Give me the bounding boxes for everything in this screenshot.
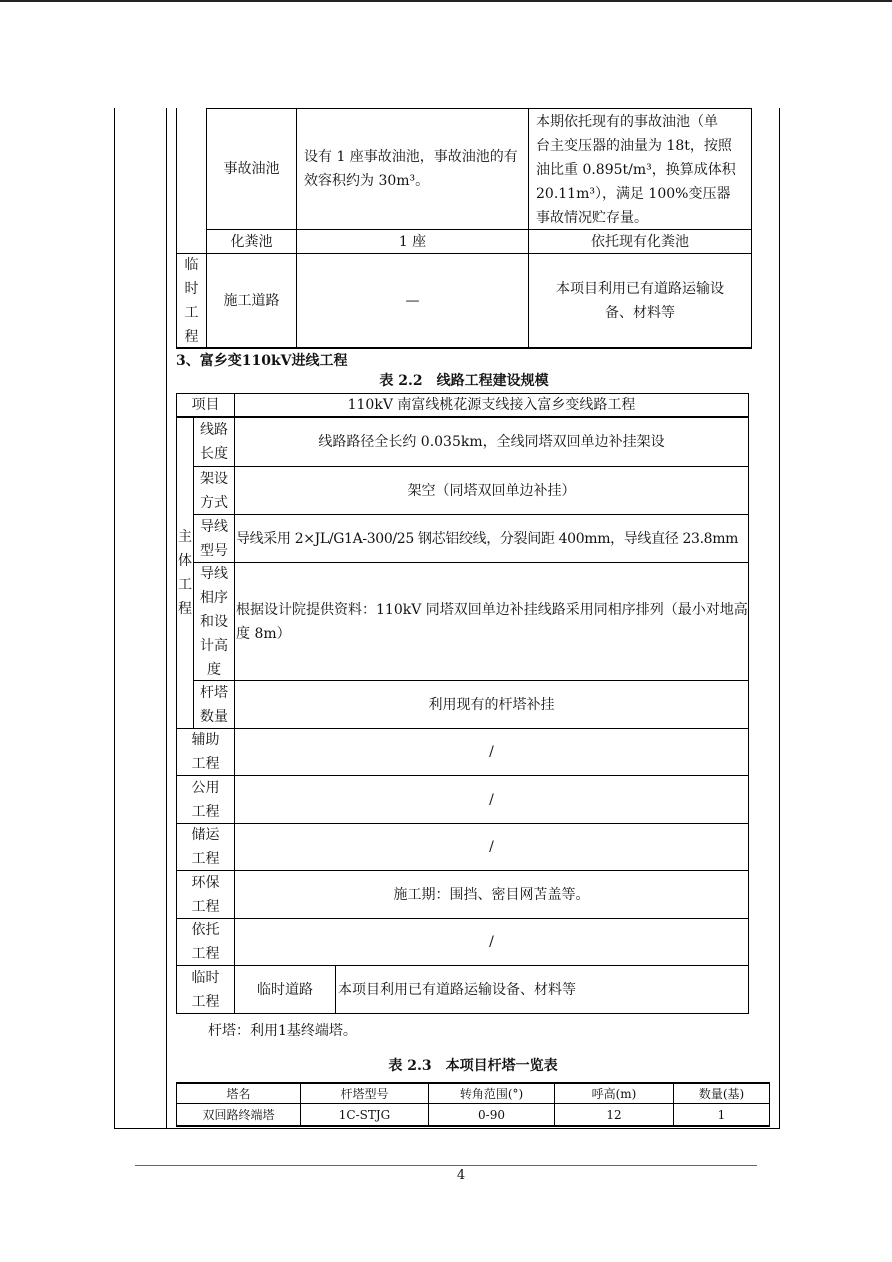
septic-tank-scale: 1 座 — [398, 233, 427, 250]
section-heading: 3、富乡变110kV进线工程 — [176, 353, 348, 369]
table-2-3-cell-angle-range: 0-90 — [478, 1107, 505, 1122]
dependent-works-label: 依托 工程 — [191, 922, 220, 962]
line-length-value: 线路路径全长约 0.035km，全线同塔双回单边补挂架设 — [318, 434, 665, 450]
public-works-value: / — [489, 791, 494, 808]
public-works-label: 公用 工程 — [191, 779, 220, 820]
septic-tank-note: 依托现有化粪池 — [591, 233, 689, 250]
phase-sequence-label: 导线 相序 和设 计高 度 — [200, 565, 228, 678]
line-length-label: 线路 长度 — [200, 422, 228, 462]
environmental-works-value: 施工期：围挡、密目网苫盖等。 — [393, 886, 590, 903]
environmental-works-label: 环保 工程 — [191, 874, 220, 915]
tower-note: 杆塔：利用1基终端塔。 — [208, 1023, 357, 1039]
main-works-label: 主 体 工 程 — [178, 529, 192, 617]
tower-quantity-label: 杆塔 数量 — [200, 684, 228, 725]
temporary-road-label: 临时道路 — [257, 981, 313, 998]
accident-pool-scale: 设有 1 座事故油池，事故油池的有效容积约为 30m³。 — [304, 149, 518, 189]
table-2-3-header-nominal-height: 呼高(m) — [591, 1086, 637, 1101]
construction-road-name: 施工道路 — [223, 292, 280, 309]
storage-works-value: / — [489, 839, 494, 855]
erection-method-value: 架空（同塔双回单边补挂） — [407, 482, 576, 499]
septic-tank-name: 化粪池 — [230, 233, 273, 250]
table-2-3-cell-nominal-height: 12 — [606, 1107, 622, 1122]
dependent-works-value: / — [489, 934, 494, 950]
table-2-3-cell-tower-type: 1C-STJG — [338, 1107, 391, 1122]
phase-sequence-value: 根据设计院提供资料：110kV 同塔双回单边补挂线路采用同相序排列（最小对地高度 8m） — [236, 601, 748, 642]
auxiliary-works-value: / — [489, 744, 494, 760]
table-2-3-caption: 表 2.3 本项目杆塔一览表 — [388, 1058, 558, 1074]
auxiliary-works-label: 辅助 工程 — [191, 732, 220, 772]
page-number: 4 — [456, 1168, 466, 1183]
table-2-2-header-label: 项目 — [191, 397, 220, 413]
table-2-3-cell-tower-name: 双回路终端塔 — [202, 1107, 275, 1122]
table-2-3-header-angle-range: 转角范围(°) — [459, 1086, 524, 1101]
table-2-2-header-value: 110kV 南富线桃花源支线接入富乡变线路工程 — [347, 397, 636, 413]
temporary-road-value: 本项目利用已有道路运输设备、材料等 — [338, 981, 576, 998]
frame-inner-column-line — [166, 108, 167, 1128]
construction-road-note: 本项目利用已有道路运输设 备、材料等 — [556, 280, 724, 321]
tower-quantity-value: 利用现有的杆塔补挂 — [428, 696, 555, 713]
accident-pool-name: 事故油池 — [223, 161, 280, 177]
table-2-3-header-quantity: 数量(基) — [698, 1086, 745, 1101]
conductor-type-label: 导线 型号 — [200, 518, 228, 559]
erection-method-label: 架设 方式 — [200, 470, 228, 511]
table-2-3-header-tower-type: 杆塔型号 — [340, 1086, 389, 1101]
table-2-2-caption: 表 2.2 线路工程建设规模 — [379, 373, 549, 389]
table-2-3-header-tower-name: 塔名 — [226, 1086, 251, 1101]
page-top-border — [0, 0, 892, 2]
table-2-3-cell-quantity: 1 — [717, 1107, 726, 1122]
storage-works-label: 储运 工程 — [191, 827, 220, 867]
accident-pool-note: 本期依托现有的事故油池（单 台主变压器的油量为 18t，按照 油比重 0.895t/m³，换算成体积 20.11m³），满足 100%变压器 事故情况贮存量。 — [536, 114, 736, 226]
conductor-type-value: 导线采用 2×JL/G1A-300/25 钢芯铝绞线，分裂间距 400mm，导线直径 23.8mm — [236, 530, 739, 547]
temporary-works-label: 临 时 工 程 — [184, 256, 199, 345]
temporary-works-row-label: 临时 工程 — [191, 969, 220, 1010]
construction-road-scale: — — [405, 292, 420, 309]
